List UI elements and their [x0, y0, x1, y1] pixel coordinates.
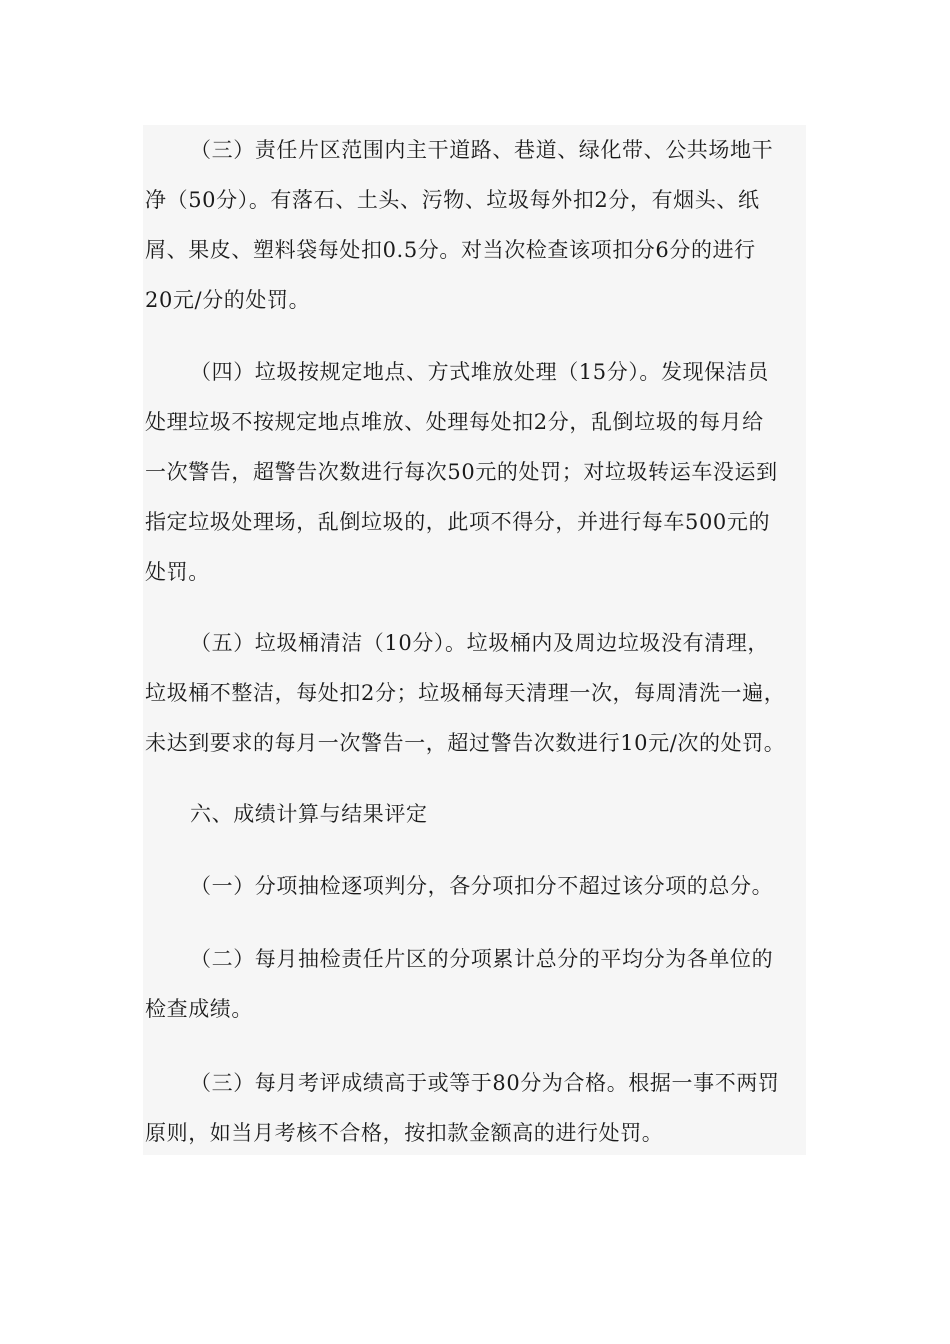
paragraph-line: 一次警告，超警告次数进行每次50元的处罚；对垃圾转运车没运到 — [145, 460, 778, 484]
paragraph-line: 净（50分）。有落石、土头、污物、垃圾每外扣2分，有烟头、纸 — [145, 188, 760, 212]
paragraph-line: （一）分项抽检逐项判分，各分项扣分不超过该分项的总分。 — [190, 874, 774, 898]
paragraph-line: （二）每月抽检责任片区的分项累计总分的平均分为各单位的 — [190, 947, 774, 971]
paragraph-line: （四）垃圾按规定地点、方式堆放处理（15分）。发现保洁员 — [190, 360, 770, 384]
paragraph-line: （三）责任片区范围内主干道路、巷道、绿化带、公共场地干 — [190, 138, 774, 162]
paragraph-line: 处罚。 — [145, 560, 210, 584]
paragraph-line: 垃圾桶不整洁，每处扣2分；垃圾桶每天清理一次，每周清洗一遍， — [145, 678, 795, 708]
paragraph-line: 处理垃圾不按规定地点堆放、处理每处扣2分，乱倒垃圾的每月给 — [145, 410, 764, 434]
paragraph-line: 20元/分的处罚。 — [145, 288, 311, 312]
section-heading: 六、成绩计算与结果评定 — [190, 802, 428, 826]
paragraph-line: 未达到要求的每月一次警告一，超过警告次数进行10元/次的处罚。 — [145, 728, 795, 758]
paragraph-line: 指定垃圾处理场，乱倒垃圾的，此项不得分，并进行每车500元的 — [145, 510, 771, 534]
paragraph-line: （三）每月考评成绩高于或等于80分为合格。根据一事不两罚 — [190, 1071, 780, 1095]
paragraph-line: 原则，如当月考核不合格，按扣款金额高的进行处罚。 — [145, 1121, 664, 1145]
paragraph-line: 检查成绩。 — [145, 997, 253, 1021]
paragraph-line: （五）垃圾桶清洁（10分）。垃圾桶内及周边垃圾没有清理， — [190, 631, 770, 655]
paragraph-line: 屑、果皮、塑料袋每处扣0.5分。对当次检查该项扣分6分的进行 — [145, 238, 756, 262]
